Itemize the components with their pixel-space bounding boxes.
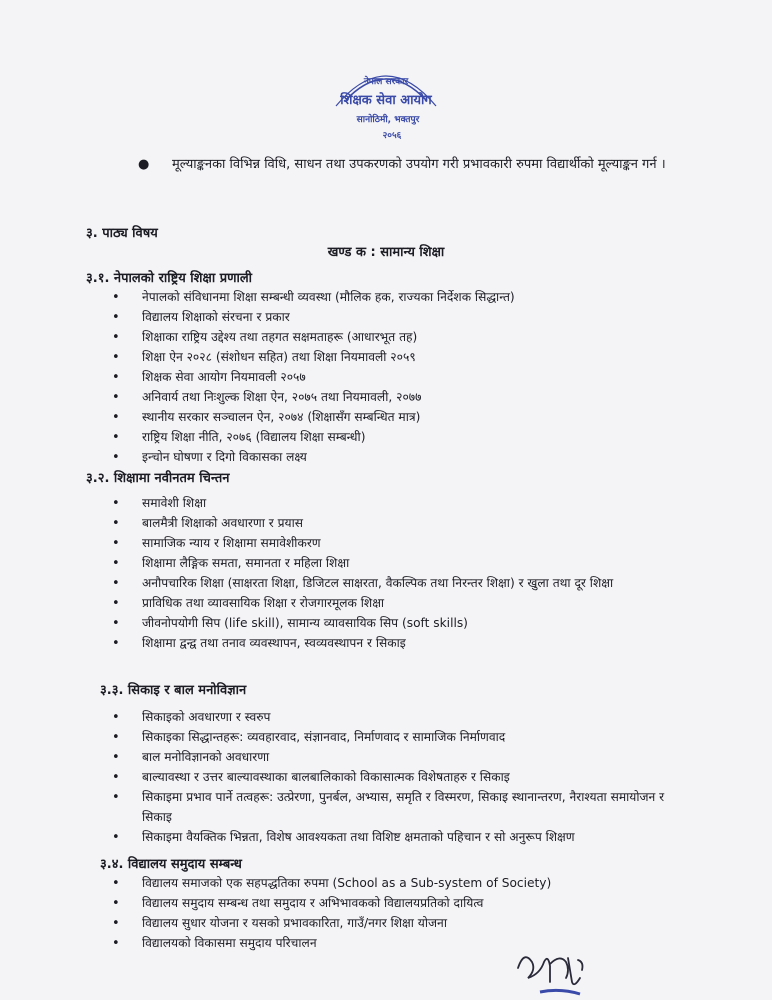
- list-item: • शिक्षाका राष्ट्रिय उद्देश्य तथा तहगत सक्षमताहरू (आधारभूत तह): [112, 328, 672, 348]
- list-item: • सिकाइमा वैयक्तिक भिन्नता, विशेष आवश्यकता तथा विशिष्ट क्षमताको पहिचान र सो अनुरूप शिक्षण: [112, 828, 672, 848]
- section-3-1-list: [112, 288, 672, 468]
- list-item: • समावेशी शिक्षा: [112, 494, 672, 514]
- section-3-2-list: [112, 494, 672, 654]
- list-item: • प्राविधिक तथा व्यावसायिक शिक्षा र रोजगारमूलक शिक्षा: [112, 594, 672, 614]
- list-item: • नेपालको संविधानमा शिक्षा सम्बन्धी व्यवस्था (मौलिक हक, राज्यका निर्देशक सिद्धान्त): [112, 288, 672, 308]
- list-item: • शिक्षामा लैङ्गिक समता, समानता र महिला शिक्षा: [112, 554, 672, 574]
- section-3-4-list: [112, 874, 672, 954]
- list-item: • शिक्षा ऐन २०२८ (संशोधन सहित) तथा शिक्षा नियमावली २०५९: [112, 348, 672, 368]
- list-item: • विद्यालयको विकासमा समुदाय परिचालन: [112, 934, 672, 954]
- list-item: • सामाजिक न्याय र शिक्षामा समावेशीकरण: [112, 534, 672, 554]
- section-3-3-list: [112, 708, 672, 848]
- list-item: • अनौपचारिक शिक्षा (साक्षरता शिक्षा, डिजिटल साक्षरता, वैकल्पिक तथा निरन्तर शिक्षा) र खुला तथा दूर शिक्षा: [112, 574, 672, 594]
- list-item: • स्थानीय सरकार सञ्चालन ऐन, २०७४ (शिक्षासँग सम्बन्धित मात्र): [112, 408, 672, 428]
- bullet-icon: ●: [138, 157, 150, 172]
- section-heading-3-1: ३.१. नेपालको राष्ट्रिय शिक्षा प्रणाली: [86, 271, 253, 286]
- list-item: • शिक्षक सेवा आयोग नियमावली २०५७: [112, 368, 672, 388]
- list-item: • शिक्षामा द्वन्द्व तथा तनाव व्यवस्थापन, स्वव्यवस्थापन र सिकाइ: [112, 634, 672, 654]
- list-item: • विद्यालय शिक्षाको संरचना र प्रकार: [112, 308, 672, 328]
- list-item: • बाल्यावस्था र उत्तर बाल्यावस्थाका बालबालिकाको विकासात्मक विशेषताहरु र सिकाइ: [112, 768, 672, 788]
- list-item: • सिकाइमा प्रभाव पार्ने तत्वहरू: उत्प्रेरणा, पुनर्बल, अभ्यास, समृति र विस्मरण, सिकाइ स्थानान्तरण, नैराश्यता समायोजन र सिकाइ: [112, 788, 672, 827]
- section-heading-3-4: ३.४. विद्यालय समुदाय सम्बन्ध: [100, 857, 242, 872]
- list-item: • विद्यालय समाजको एक सहपद्धतिका रुपमा (School as a Sub-system of Society): [112, 874, 672, 894]
- list-item: • सिकाइको अवधारणा र स्वरुप: [112, 708, 672, 728]
- list-item: • अनिवार्य तथा निःशुल्क शिक्षा ऐन, २०७५ तथा नियमावली, २०७७: [112, 388, 672, 408]
- handwritten-signature: [510, 948, 590, 1000]
- svg-text:शिक्षक सेवा आयोग: शिक्षक सेवा आयोग: [340, 93, 432, 108]
- list-item: • राष्ट्रिय शिक्षा नीति, २०७६ (विद्यालय शिक्षा सम्बन्धी): [112, 428, 672, 448]
- svg-text:२०५६: २०५६: [382, 131, 402, 141]
- list-item: • विद्यालय समुदाय सम्बन्ध तथा समुदाय र अभिभावकको विद्यालयप्रतिको दायित्व: [112, 894, 672, 914]
- part-title: खण्ड क : सामान्य शिक्षा: [327, 245, 445, 260]
- list-item: • बालमैत्री शिक्षाको अवधारणा र प्रयास: [112, 514, 672, 534]
- svg-text:नेपाल सरकार: नेपाल सरकार: [363, 77, 409, 87]
- list-item: • सिकाइका सिद्धान्तहरू: व्यवहारवाद, संज्ञानवाद, निर्माणवाद र सामाजिक निर्माणवाद: [112, 728, 672, 748]
- list-item: • बाल मनोविज्ञानको अवधारणा: [112, 748, 672, 768]
- list-item: • इन्चोन घोषणा र दिगो विकासका लक्ष्य: [112, 448, 672, 468]
- section-title: ३. पाठ्य विषय: [86, 226, 158, 241]
- section-heading-3-2: ३.२. शिक्षामा नवीनतम चिन्तन: [86, 471, 230, 486]
- section-heading-3-3: ३.३. सिकाइ र बाल मनोविज्ञान: [100, 683, 247, 698]
- official-seal-stamp: [328, 60, 444, 146]
- svg-text:सानोठिमी, भक्तपुर: सानोठिमी, भक्तपुर: [356, 115, 420, 125]
- list-item: • विद्यालय सुधार योजना र यसको प्रभावकारिता, गाउँ/नगर शिक्षा योजना: [112, 914, 672, 934]
- intro-bullet-text: मूल्याङ्कनका विभिन्न विधि, साधन तथा उपकरणको उपयोग गरी प्रभावकारी रुपमा विद्यार्थीको मूल्याङ्कन गर्न ।: [172, 157, 666, 172]
- list-item: • जीवनोपयोगी सिप (life skill), सामान्य व्यावसायिक सिप (soft skills): [112, 614, 672, 634]
